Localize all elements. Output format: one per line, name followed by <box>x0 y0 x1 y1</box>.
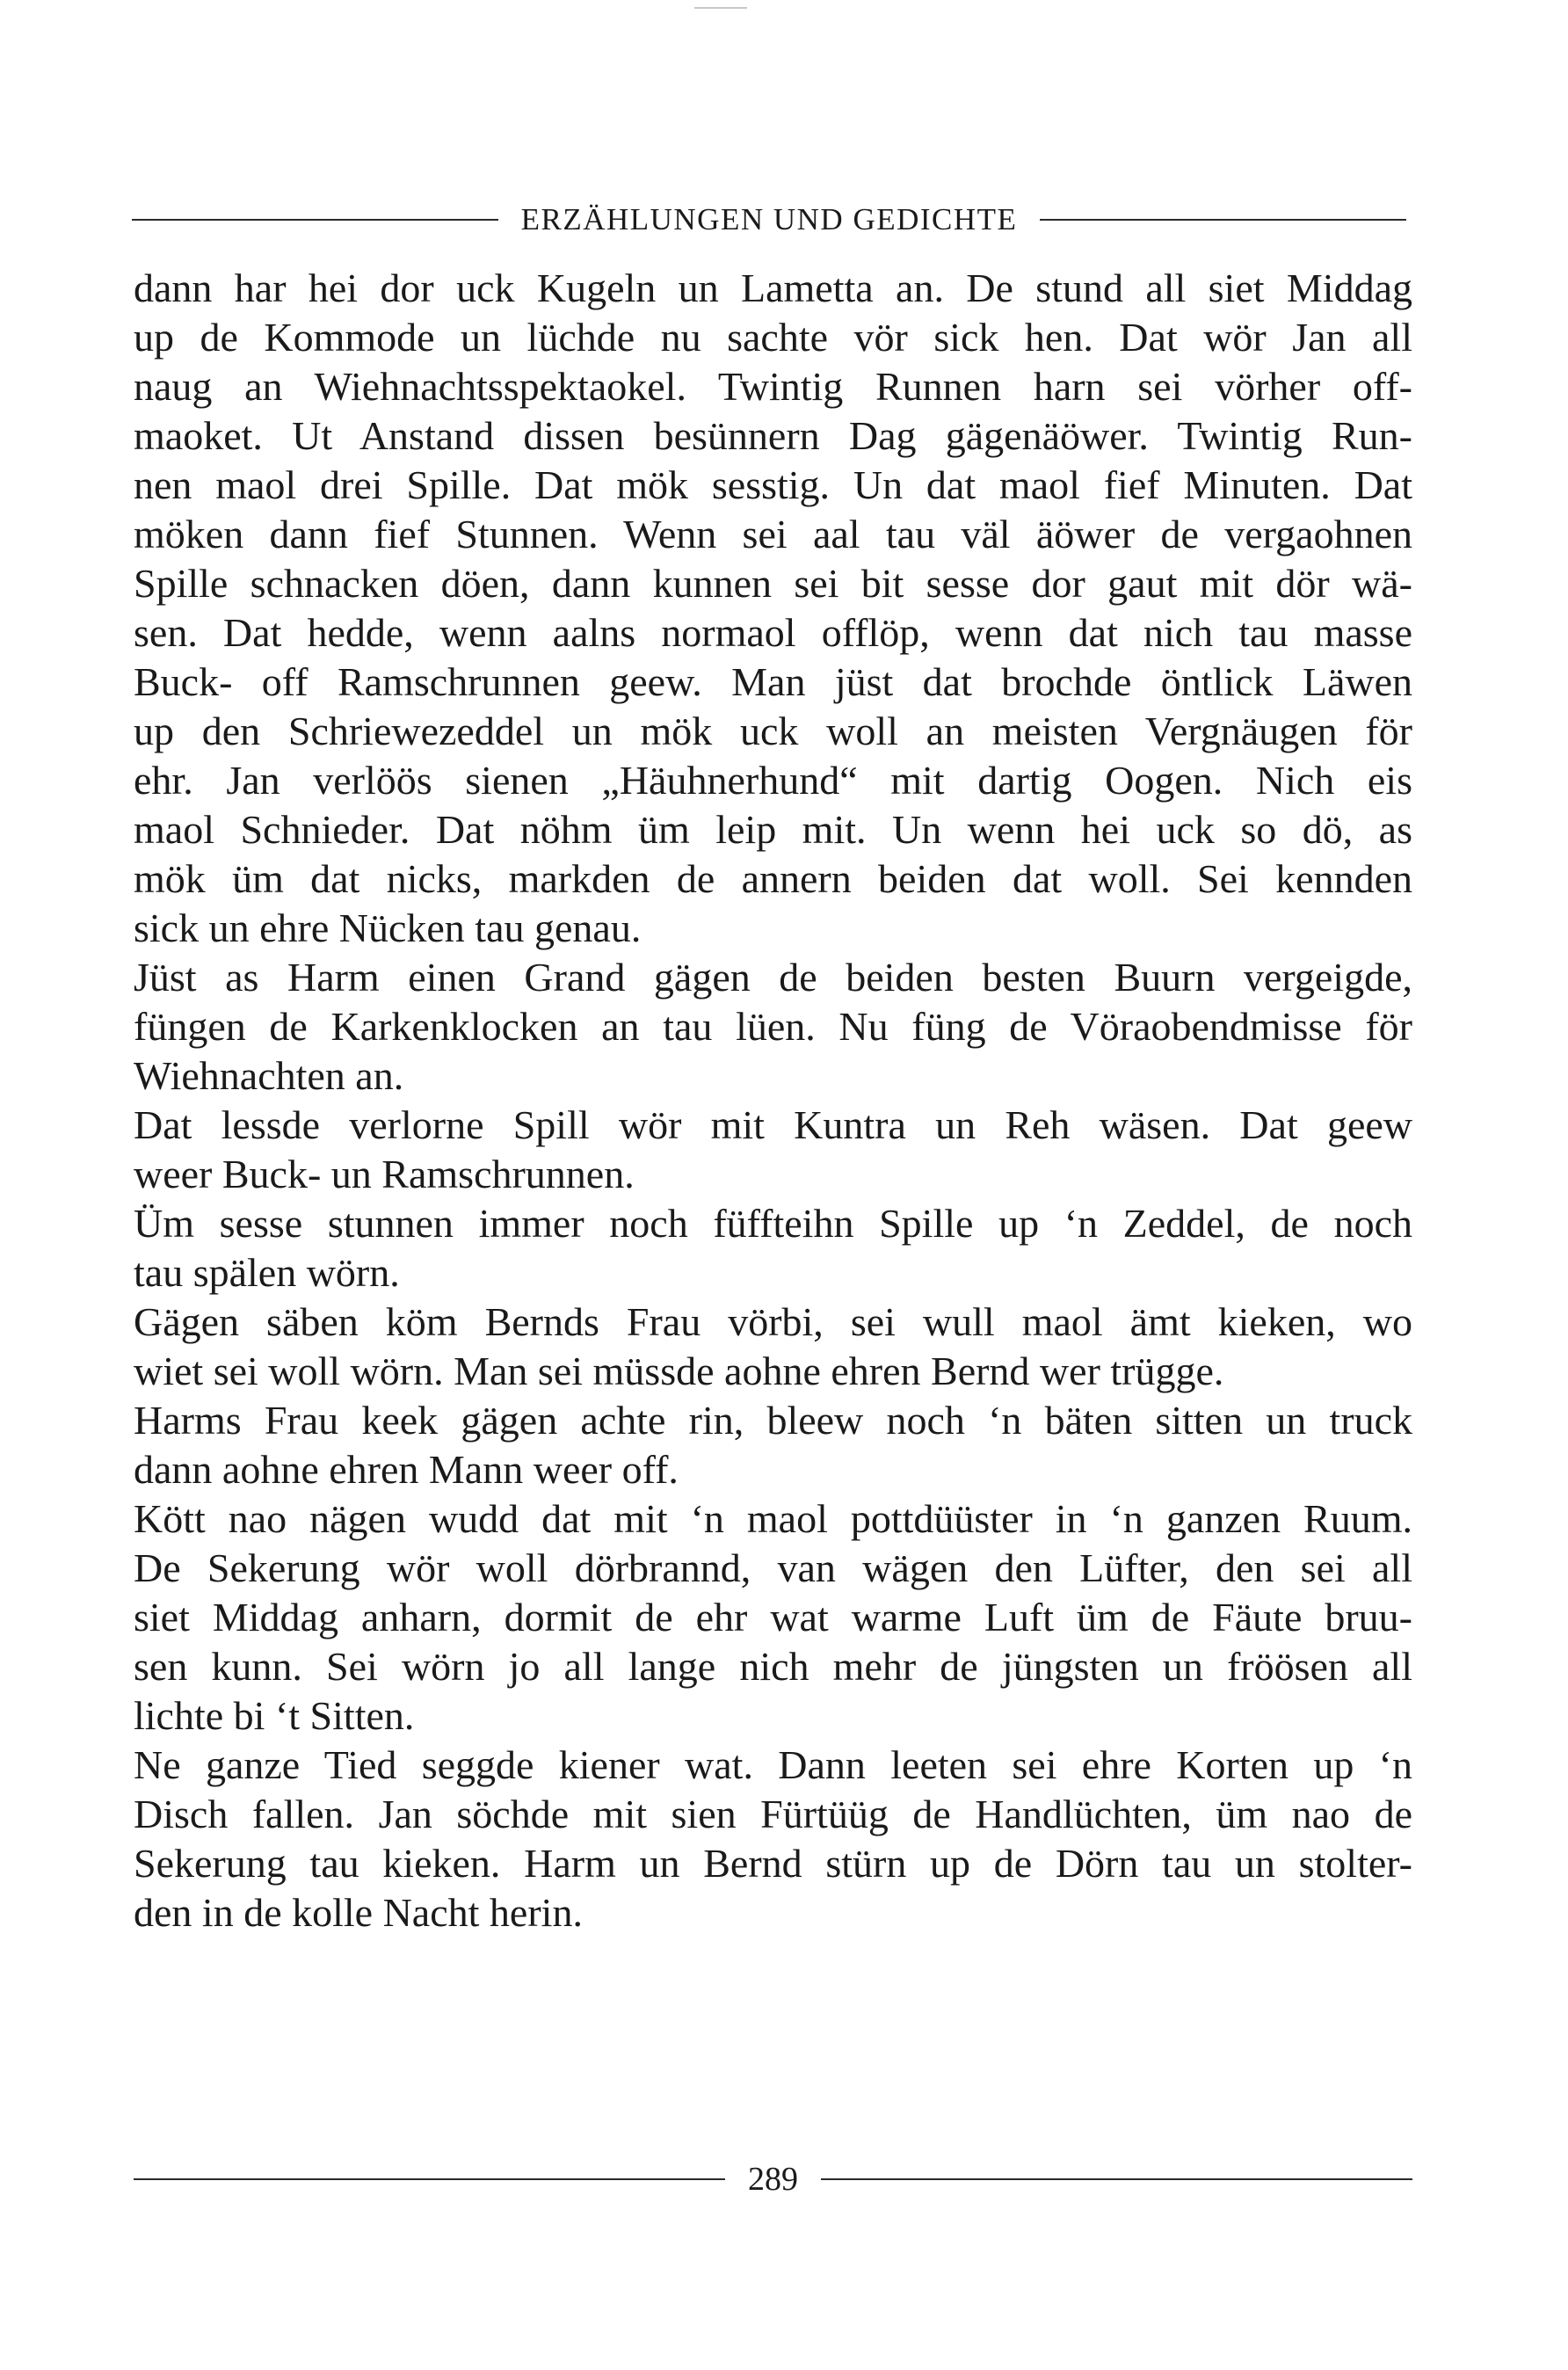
text-line: möken dann fief Stunnen. Wenn sei aal tau väl äöwer de vergaohnen <box>134 512 1412 556</box>
text-line: füngen de Karkenklocken an tau lüen. Nu füng de Vöraobendmisse för <box>134 1004 1412 1049</box>
header-rule-left <box>132 219 498 221</box>
text-line: sick un ehre Nücken tau genau. <box>134 905 642 950</box>
text-line: siet Middag anharn, dormit de ehr wat warme Luft üm de Fäute bruu- <box>134 1595 1412 1639</box>
footer-rule-right <box>821 2178 1412 2180</box>
text-line: dann aohne ehren Mann weer off. <box>134 1447 679 1492</box>
text-line: Ne ganze Tied seggde kiener wat. Dann leeten sei ehre Korten up ‘n <box>134 1742 1412 1787</box>
page-number: 289 <box>748 2161 798 2198</box>
text-line: Üm sesse stunnen immer noch füffteihn Spille up ‘n Zeddel, de noch <box>134 1201 1412 1246</box>
text-line: ehr. Jan verlöös sienen „Häuhnerhund“ mit dartig Oogen. Nich eis <box>134 758 1412 803</box>
page-footer <box>134 2156 1412 2203</box>
text-line: Disch fallen. Jan söchde mit sien Fürtüüg de Handlüchten, üm nao de <box>134 1792 1412 1836</box>
text-line: mök üm dat nicks, markden de annern beiden dat woll. Sei kennden <box>134 856 1412 901</box>
text-line: up de Kommode un lüchde nu sachte vör sick hen. Dat wör Jan all <box>134 315 1412 360</box>
text-line: weer Buck- un Ramschrunnen. <box>134 1152 635 1196</box>
text-line: naug an Wiehnachtsspektaokel. Twintig Runnen harn sei vörher off- <box>134 364 1412 409</box>
text-line: dann har hei dor uck Kugeln un Lametta an. De stund all siet Middag <box>134 265 1412 310</box>
body-text <box>134 264 1412 1937</box>
header-rule-right <box>1040 219 1406 221</box>
page-edge-mark <box>694 7 747 9</box>
running-head <box>132 199 1406 241</box>
running-head-title: ERZÄHLUNGEN UND GEDICHTE <box>520 202 1018 236</box>
text-line: maol Schnieder. Dat nöhm üm leip mit. Un wenn hei uck so dö, as <box>134 807 1412 852</box>
text-line: Dat lessde verlorne Spill wör mit Kuntra un Reh wäsen. Dat geew <box>134 1102 1412 1147</box>
text-line: nen maol drei Spille. Dat mök sesstig. Un dat maol fief Minuten. Dat <box>134 462 1412 507</box>
text-line: Gägen säben köm Bernds Frau vörbi, sei wull maol ämt kieken, wo <box>134 1299 1412 1344</box>
text-line: sen kunn. Sei wörn jo all lange nich mehr de jüngsten un fröösen all <box>134 1644 1412 1689</box>
text-line: Jüst as Harm einen Grand gägen de beiden besten Buurn vergeigde, <box>134 955 1412 1000</box>
text-line: tau spälen wörn. <box>134 1250 400 1295</box>
text-line: Spille schnacken döen, dann kunnen sei bit sesse dor gaut mit dör wä- <box>134 561 1412 606</box>
text-line: wiet sei woll wörn. Man sei müssde aohne ehren Bernd wer trügge. <box>134 1349 1224 1393</box>
text-line: Kött nao nägen wudd dat mit ‘n maol pottdüüster in ‘n ganzen Ruum. <box>134 1496 1412 1541</box>
footer-rule-left <box>134 2178 725 2180</box>
text-line: maoket. Ut Anstand dissen besünnern Dag gägenäöwer. Twintig Run- <box>134 413 1412 458</box>
text-line: den in de kolle Nacht herin. <box>134 1890 583 1935</box>
text-line: up den Schriewezeddel un mök uck woll an meisten Vergnäugen för <box>134 709 1412 753</box>
text-line: De Sekerung wör woll dörbrannd, van wägen den Lüfter, den sei all <box>134 1545 1412 1590</box>
text-line: Wiehnachten an. <box>134 1053 404 1098</box>
text-line: Sekerung tau kieken. Harm un Bernd stürn up de Dörn tau un stolter- <box>134 1841 1412 1886</box>
text-line: lichte bi ‘t Sitten. <box>134 1693 415 1738</box>
text-line: sen. Dat hedde, wenn aalns normaol offlöp, wenn dat nich tau masse <box>134 610 1412 655</box>
text-line: Harms Frau keek gägen achte rin, bleew noch ‘n bäten sitten un truck <box>134 1398 1412 1443</box>
text-line: Buck- off Ramschrunnen geew. Man jüst dat brochde öntlick Läwen <box>134 659 1412 704</box>
